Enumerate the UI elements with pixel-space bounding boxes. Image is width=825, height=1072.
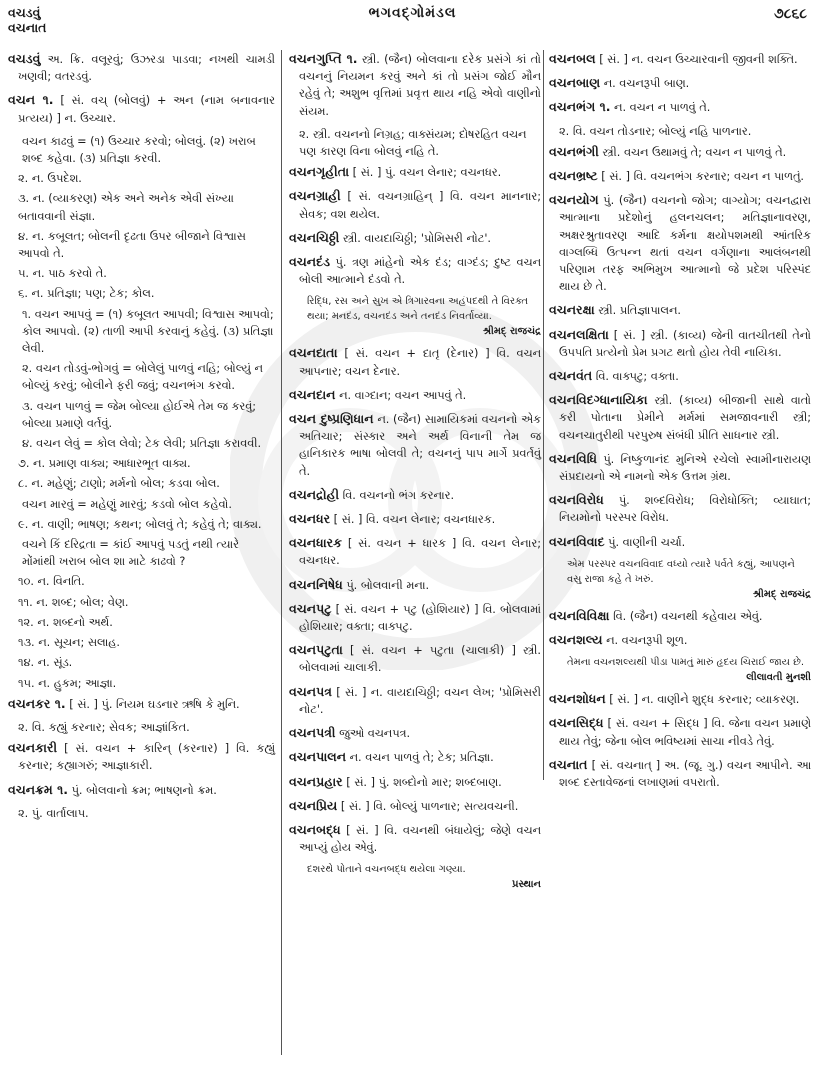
sense: ૪. ન. કબૂલત; બોલની દૃઢતા ઉપર બીજાને વિશ્વાસ આપવો તે. xyxy=(18,229,246,261)
dictionary-entry xyxy=(289,163,541,181)
definition: પું. ત્રણ માંહેનો એક દંડ; વાગ્દંડ; દુષ્ટ વચન બોલી આત્માને દંડવો તે. xyxy=(299,256,541,287)
idiom: વચન કાઢવું = (૧) ઉચ્ચાર કરવો; બોલવું. (૨) ખરાબ શબ્દ કહેવા. (૩) પ્રતિજ્ઞા કરવી. xyxy=(22,134,256,166)
dictionary-entry xyxy=(289,797,541,815)
headword: વચનભંગી xyxy=(549,143,599,159)
definition: [ સં. ] સ્ત્રી. (કાવ્ય) જેની વાતચીતથી તેનો ઉપપતિ પ્રત્યેનો પ્રેમ પ્રગટ થતો હોય તેવી નાયિકા. xyxy=(559,328,812,359)
definition: પું. (જૈન) વચનનો જોગ; વાગ્યોગ; વચનદ્વારા આત્માના પ્રદેશોનું હલનચલન; મતિજ્ઞાનાવરણ, અક્ષરશ્રુતાવરણ આદિ કર્મના ક્ષયોપશમથી આંતરિક વાગ્લબ્ધિ ઉત્પન્ન થતાં વચન વર્ગણાના આલંબનથી પરિણામ તરફ અભિમુખ આત્માનો જે પ્રદેશ પરિસ્પંદ થાય છે તે. xyxy=(559,194,812,294)
sense: ૨. સ્ત્રી. વચનનો નિગ્રહ; વાક્સંયમ; દોષરહિત વચન પણ કારણ વિના બોલવું નહિ તે. xyxy=(299,127,527,159)
headword: વચનવંત xyxy=(549,368,593,384)
headword: વચનધારક xyxy=(289,535,342,551)
dictionary-entry xyxy=(549,756,811,791)
definition: [ સં. ] ન. વાયદાચિઠ્ઠી; વચન લેખ; 'પ્રોમિસરી નોટ'. xyxy=(299,685,541,716)
idiom: ૨. વચન તોડવું-ભોગવું = બોલેલું પાળવું નહિ; બોલ્યું ન બોલ્યું કરવું; બોલીને ફરી જવું; વચનભંગ કરવો. xyxy=(22,362,263,393)
sense: ૮. ન. મહેણું; ટાણો; મર્મનો બોલ; કડવા બોલ. xyxy=(18,477,220,491)
quote-source: શ્રીમદ્ રાજચંદ્ર xyxy=(482,326,541,338)
definition: વિ. વચનનો ભંગ કરનાર. xyxy=(342,488,455,502)
definition: પું. વાણીની ચર્ચા. xyxy=(608,535,686,549)
headword: વચનગૃહીતા xyxy=(289,164,350,180)
headword: વચનગ્રાહી xyxy=(289,188,341,204)
definition: [ સં. વચન + કારિન્ (કરનાર) ] વિ. કહ્યું કરનાર; કહ્યાગરું; આજ્ઞાકારી. xyxy=(18,742,275,773)
definition: [ સં. ] ન. વચન ઉચ્ચારવાની જીવની શક્તિ. xyxy=(599,53,798,66)
definition: ન. વચન પાળવું તે; ટેક; પ્રતિજ્ઞા. xyxy=(349,751,494,765)
sense: ૨. પું. વાર્તાલાપ. xyxy=(18,806,89,820)
dictionary-entry xyxy=(549,191,811,295)
headword: વચનલક્ષિતા xyxy=(549,326,609,342)
definition: [ સં. વચન + પટુ (હોશિયાર) ] વિ. બોલવામાં હોશિયાર; વક્તા; વાક્પટુ. xyxy=(299,602,541,634)
definition: સ્ત્રી. (કાવ્ય) બીજાની સાથે વાતો કરી પોતાના પ્રેમીને મર્મમાં સમજાવનારી સ્ત્રી; વચનચાતુરીથી પરપુરુષ સંબંધી પ્રીતિ સાધનાર સ્ત્રી. xyxy=(559,394,812,442)
definition: [ સં. ] પું. નિયમ ઘડનાર ઋષિ કે મુનિ. xyxy=(69,697,240,711)
dictionary-entry xyxy=(549,607,811,625)
sense: ૬. ન. પ્રતિજ્ઞા; પણ; ટેક; કોલ. xyxy=(18,287,155,301)
definition: ન. વાગ્દાન; વચન આપવું તે. xyxy=(339,388,467,402)
definition: [ સં. વચન + પટુતા (ચાલાકી) ] સ્ત્રી. બોલવામાં ચાલાકી. xyxy=(299,644,542,675)
dictionary-entry xyxy=(289,344,541,379)
headword: વચનરક્ષા xyxy=(549,302,595,318)
dictionary-entry xyxy=(549,450,811,485)
headword: વચનબદ્ધ xyxy=(289,821,341,837)
dictionary-entry xyxy=(8,695,275,713)
definition: સ્ત્રી. પ્રતિજ્ઞાપાલન. xyxy=(598,304,681,318)
sense: ૧૪. ન. સૂંડ. xyxy=(18,656,73,670)
quote-text: રિદ્ધિ, રસ અને સુખ એ ત્રિગારવના અહંપદથી તે વિરક્ત થયા; મનદંડ, વચનદંડ અને તનદંડ નિવર્તાવ્યા. xyxy=(307,296,528,323)
sense: ૯. ન. વાણી; ભાષણ; કથન; બોલવું તે; કહેવું તે; વાક્ય. xyxy=(18,517,262,531)
headword: વચનપત્ર xyxy=(289,683,332,699)
headword: વચનદ્રોહી xyxy=(289,486,340,502)
definition: [ સં. વચનાત્ ] અ. (જૂ. ગુ.) વચન આપીને. આ શબ્દ દસ્તાવેજનાં લખાણમાં વપરાતો. xyxy=(559,758,811,790)
definition: સ્ત્રી. વાયદાચિઠ્ઠી; 'પ્રોમિસરી નોટ'. xyxy=(342,231,492,245)
definition: સ્ત્રી. વચન ઉથામવું તે; વચન ન પાળવું તે. xyxy=(602,145,787,159)
quotation xyxy=(549,557,811,602)
definition: પું. બોલવાની મના. xyxy=(346,578,430,592)
dictionary-entry xyxy=(549,98,811,116)
dictionary-entry xyxy=(549,167,811,185)
headword: વચનબલ xyxy=(549,51,596,66)
dictionary-entry xyxy=(549,143,811,161)
column-1 xyxy=(8,50,275,825)
quote-source: લીલાવતી મુનશી xyxy=(746,672,811,684)
dictionary-entry xyxy=(289,534,541,569)
headword: વચનસિદ્ધ xyxy=(549,715,604,731)
dictionary-entry xyxy=(549,301,811,319)
dictionary-entry xyxy=(549,690,811,708)
headword: વચનવિરોધ xyxy=(549,492,604,508)
dictionary-entry xyxy=(549,491,811,526)
definition: સ્ત્રી. (જૈન) બોલવાના દરેક પ્રસંગે કાં તો વચનનું નિયમન કરવું અને કાં તો પ્રસંગ જોઈ મૌન રહેવું તે; અશુભ વૃત્તિમાં પ્રવૃત્ત થાય નહિ એવો વાણીનો સંયમ. xyxy=(299,53,541,118)
headword: વચનચિઠ્ઠી xyxy=(289,229,340,245)
quotation xyxy=(289,862,541,892)
definition: ન. (જૈન) સામાયિકમાં વચનનો એક અતિચાર; સંસ્કાર અને અર્થ વિનાની તેમ જ હાનિકારક ભાષા બોલવી તે; વચનનું પાપ માર્ગે પ્રવર્તવું તે. xyxy=(299,413,542,478)
dictionary-entry xyxy=(549,326,811,361)
headword: વચનશોધન xyxy=(549,691,606,707)
headword: વચન ૧. xyxy=(8,92,54,108)
column-3 xyxy=(549,50,811,797)
headword: વચનધર xyxy=(289,511,331,527)
definition: ન. વચન ન પાળવું તે. xyxy=(614,101,711,115)
headword: વચનગુપ્તિ ૧. xyxy=(289,51,358,66)
headword: વચનવિદગ્ધાનાયિકા xyxy=(549,392,648,408)
headword: વચનકારી xyxy=(8,740,58,756)
definition: [ સં. ] વિ. બોલ્યું પાળનાર; સત્યવચની. xyxy=(340,799,519,813)
headword: વચનયોગ xyxy=(549,192,599,208)
idiom: ૧. વચન આપવું = (૧) કબૂલત આપવી; વિશ્વાસ આપવો; કોલ આપવો. (૨) તાળી આપી કરવાનું કહેવું. (૩) પ્રતિજ્ઞા લેવી. xyxy=(22,307,274,356)
definition: [ સં. ] પું. વચન લેનાર; વચનધર. xyxy=(352,166,502,180)
sense: ૧૧. ન. શબ્દ; બોલ; વેણ. xyxy=(18,595,129,609)
sense: ૧૩. ન. સૂચન; સલાહ. xyxy=(18,636,120,650)
definition: વિ. (જૈન) વચનથી કહેવાય એવું. xyxy=(613,609,763,623)
dictionary-entry xyxy=(289,253,541,288)
definition: ન. વચનરૂપી બાણ. xyxy=(603,77,690,91)
definition: ન. વચનરૂપી શૂળ. xyxy=(606,634,688,648)
headword: વચડવું xyxy=(8,51,41,66)
quote-text: દશરથે પોતાને વચનબદ્ધ થયેલા ગણ્યા. xyxy=(307,864,466,876)
headword: વચનક્રમ ૧. xyxy=(8,781,68,797)
definition: [ સં. ] પું. શબ્દોનો માર; શબ્દબાણ. xyxy=(346,775,502,789)
page-number: ૭૮૬૮ xyxy=(774,6,807,22)
dictionary-entry xyxy=(549,631,811,649)
headword: વચનપ્રહાર xyxy=(289,773,343,789)
headword: વચનપટુ xyxy=(289,600,332,616)
headword: વચનપાલન xyxy=(289,749,347,765)
dictionary-entry xyxy=(289,229,541,247)
definition: [ સં. વચનગ્રાહિન્ ] વિ. વચન માનનાર; સેવક; વશ થયેલ. xyxy=(299,190,542,221)
sense: ૫. ન. પાઠ કરવો તે. xyxy=(18,267,107,281)
sense: ૨. વિ. વચન તોડનાર; બોલ્યું નહિ પાળનાર. xyxy=(559,124,752,138)
dictionary-entry xyxy=(289,510,541,528)
sense: ૨. વિ. કહ્યું કરનાર; સેવક; આજ્ઞાંકિત. xyxy=(18,720,190,734)
definition: પું. શબ્દવિરોધ; વિરોધોક્તિ; વ્યાઘાત; નિયમોનો પરસ્પર વિરોધ. xyxy=(559,494,812,525)
dictionary-entry xyxy=(289,773,541,791)
headword: વચનપ્રિય xyxy=(289,797,338,813)
headword: વચનશલ્ય xyxy=(549,632,603,648)
dictionary-entry xyxy=(549,367,811,385)
guide-word-first: વચડવું xyxy=(8,5,41,20)
definition: અ. ક્રિ. વલૂરવું; ઉઝરડા પાડવા; નખથી ચામડી ખણવી; વતરડવું. xyxy=(18,53,276,84)
definition: વિ. વાક્પટુ; વક્તા. xyxy=(595,370,679,384)
headword: વચનભ્રષ્ટ xyxy=(549,168,598,184)
headword: વચનનિષેધ xyxy=(289,576,343,592)
sense: ૧૫. ન. હુકમ; આજ્ઞા. xyxy=(18,676,117,690)
guide-word-last: વચનાત xyxy=(8,20,47,35)
definition: [ સં. ] ન. વાણીને શુદ્ધ કરનાર; વ્યાકરણ. xyxy=(609,693,800,707)
headword: વચનપટુતા xyxy=(289,642,343,658)
definition: [ સં. વચન + ધારક ] વિ. વચન લેનાર; વચનધર. xyxy=(299,537,541,568)
definition: પું. બોલવાનો ક્રમ; ભાષણનો ક્રમ. xyxy=(71,783,217,797)
dictionary-entry xyxy=(8,739,275,774)
dictionary-entry xyxy=(549,391,811,444)
dictionary-entry xyxy=(289,600,541,635)
dictionary-columns xyxy=(0,50,825,1060)
definition: [ સં. વચ્ (બોલવું) + અન (નામ બનાવનાર પ્રત્યય) ] ન. ઉચ્ચાર. xyxy=(18,94,276,125)
dictionary-entry xyxy=(289,576,541,594)
dictionary-entry xyxy=(8,50,275,85)
sense: ૨. ન. ઉપદેશ. xyxy=(18,172,82,186)
dictionary-entry xyxy=(289,187,541,222)
headword: વચનવિવાદ xyxy=(549,533,605,549)
sense: ૭. ન. પ્રમાણ વાક્ય; આધારભૂત વાક્ય. xyxy=(18,457,191,471)
dictionary-entry xyxy=(289,821,541,856)
dictionary-entry xyxy=(289,748,541,766)
dictionary-entry xyxy=(289,50,541,120)
quote-text: તેમના વચનશલ્યથી પીડા પામતું મારું હૃદય ચિરાઈ જાય છે. xyxy=(567,657,805,669)
headword: વચન દુષ્પ્રણિધાન xyxy=(289,411,374,427)
definition: [ સં. ] વિ. વચનભંગ કરનાર; વચન ન પાળતું. xyxy=(601,170,805,184)
quote-source: શ્રીમદ્ રાજચંદ્ર xyxy=(752,588,811,600)
definition: [ સં. વચન + સિદ્ધ ] વિ. જેના વચન પ્રમાણે થાય તેવું; જેના બોલ ભવિષ્યમાં સાચા નીવડે તેવું. xyxy=(559,717,811,748)
quote-source: પ્રસ્થાન xyxy=(511,879,541,891)
dictionary-entry xyxy=(289,410,541,480)
headword: વચનદંડ xyxy=(289,254,330,270)
sense: ૧૨. ન. શબ્દનો અર્થ. xyxy=(18,615,113,629)
idiom: વચને કિં દરિદ્રતા = કાંઈ આપવું પડતું નથી ત્યારે મોંમાંથી ખરાબ બોલ શા માટે કાઢવો ? xyxy=(22,538,239,569)
headword: વચનદાન xyxy=(289,386,336,402)
headword: વચનબાણ xyxy=(549,75,601,91)
dictionary-entry xyxy=(289,386,541,404)
dictionary-entry xyxy=(8,91,275,126)
dictionary-entry xyxy=(289,683,541,718)
quotation xyxy=(289,294,541,339)
definition: પું. નિષ્કુળાનંદ મુનિએ રચેલો સ્વામીનારાયણ સંપ્રદાયનો એ નામનો એક ઉત્તમ ગ્રંથ. xyxy=(559,452,811,484)
dictionary-entry xyxy=(289,724,541,742)
dictionary-entry xyxy=(549,74,811,92)
dictionary-entry xyxy=(289,486,541,504)
dictionary-entry xyxy=(289,641,541,676)
headword: વચનવિધિ xyxy=(549,450,598,466)
definition: [ સં. ] વિ. વચનથી બંધાયેલું; જેણે વચન આપ્યું હોય એવું. xyxy=(299,823,541,855)
idiom: ૩. વચન પાળવું = જેમ બોલ્યા હોઈએ તેમ જ કરવું; બોલ્યા પ્રમાણે વર્તવું. xyxy=(22,399,257,430)
headword: વચનદાતા xyxy=(289,345,338,361)
dictionary-entry xyxy=(549,714,811,749)
definition: જુઓ વચનપત્ર. xyxy=(339,727,411,741)
quotation xyxy=(549,655,811,685)
idiom: વચન મારવું = મહેણું મારવું; કડવો બોલ કહેવો. xyxy=(22,497,232,511)
sense: ૩. ન. (વ્યાકરણ) એક અને અનેક એવી સંખ્યા બતાવવાની સંજ્ઞા. xyxy=(18,192,234,223)
page-title: ભગવદ્ગોમંડલ xyxy=(368,5,457,21)
column-2 xyxy=(289,50,541,897)
headword: વચનાત xyxy=(549,756,588,772)
sense: ૧૦. ન. વિનતિ. xyxy=(18,575,85,589)
definition: [ સં. વચન + દાતૃ (દેનાર) ] વિ. વચન આપનાર; વચન દેનાર. xyxy=(299,347,541,378)
headword: વચનકર ૧. xyxy=(8,695,66,711)
headword: વચનપત્રી xyxy=(289,725,336,741)
dictionary-entry xyxy=(549,50,811,68)
headword: વચનવિવિક્ષા xyxy=(549,607,610,623)
dictionary-entry xyxy=(8,781,275,799)
headword: વચનભંગ ૧. xyxy=(549,99,611,115)
idiom: ૪. વચન લેવું = કોલ લેવો; ટેક લેવી; પ્રતિજ્ઞા કરાવવી. xyxy=(22,437,262,451)
dictionary-entry xyxy=(549,533,811,551)
definition: [ સં. ] વિ. વચન લેનાર; વચનધારક. xyxy=(333,513,496,527)
quote-text: એમ પરસ્પર વચનવિવાદ વધ્યો ત્યારે પર્વતે કહ્યું, આપણને વસુ રાજા કહે તે ખરું. xyxy=(567,558,795,585)
